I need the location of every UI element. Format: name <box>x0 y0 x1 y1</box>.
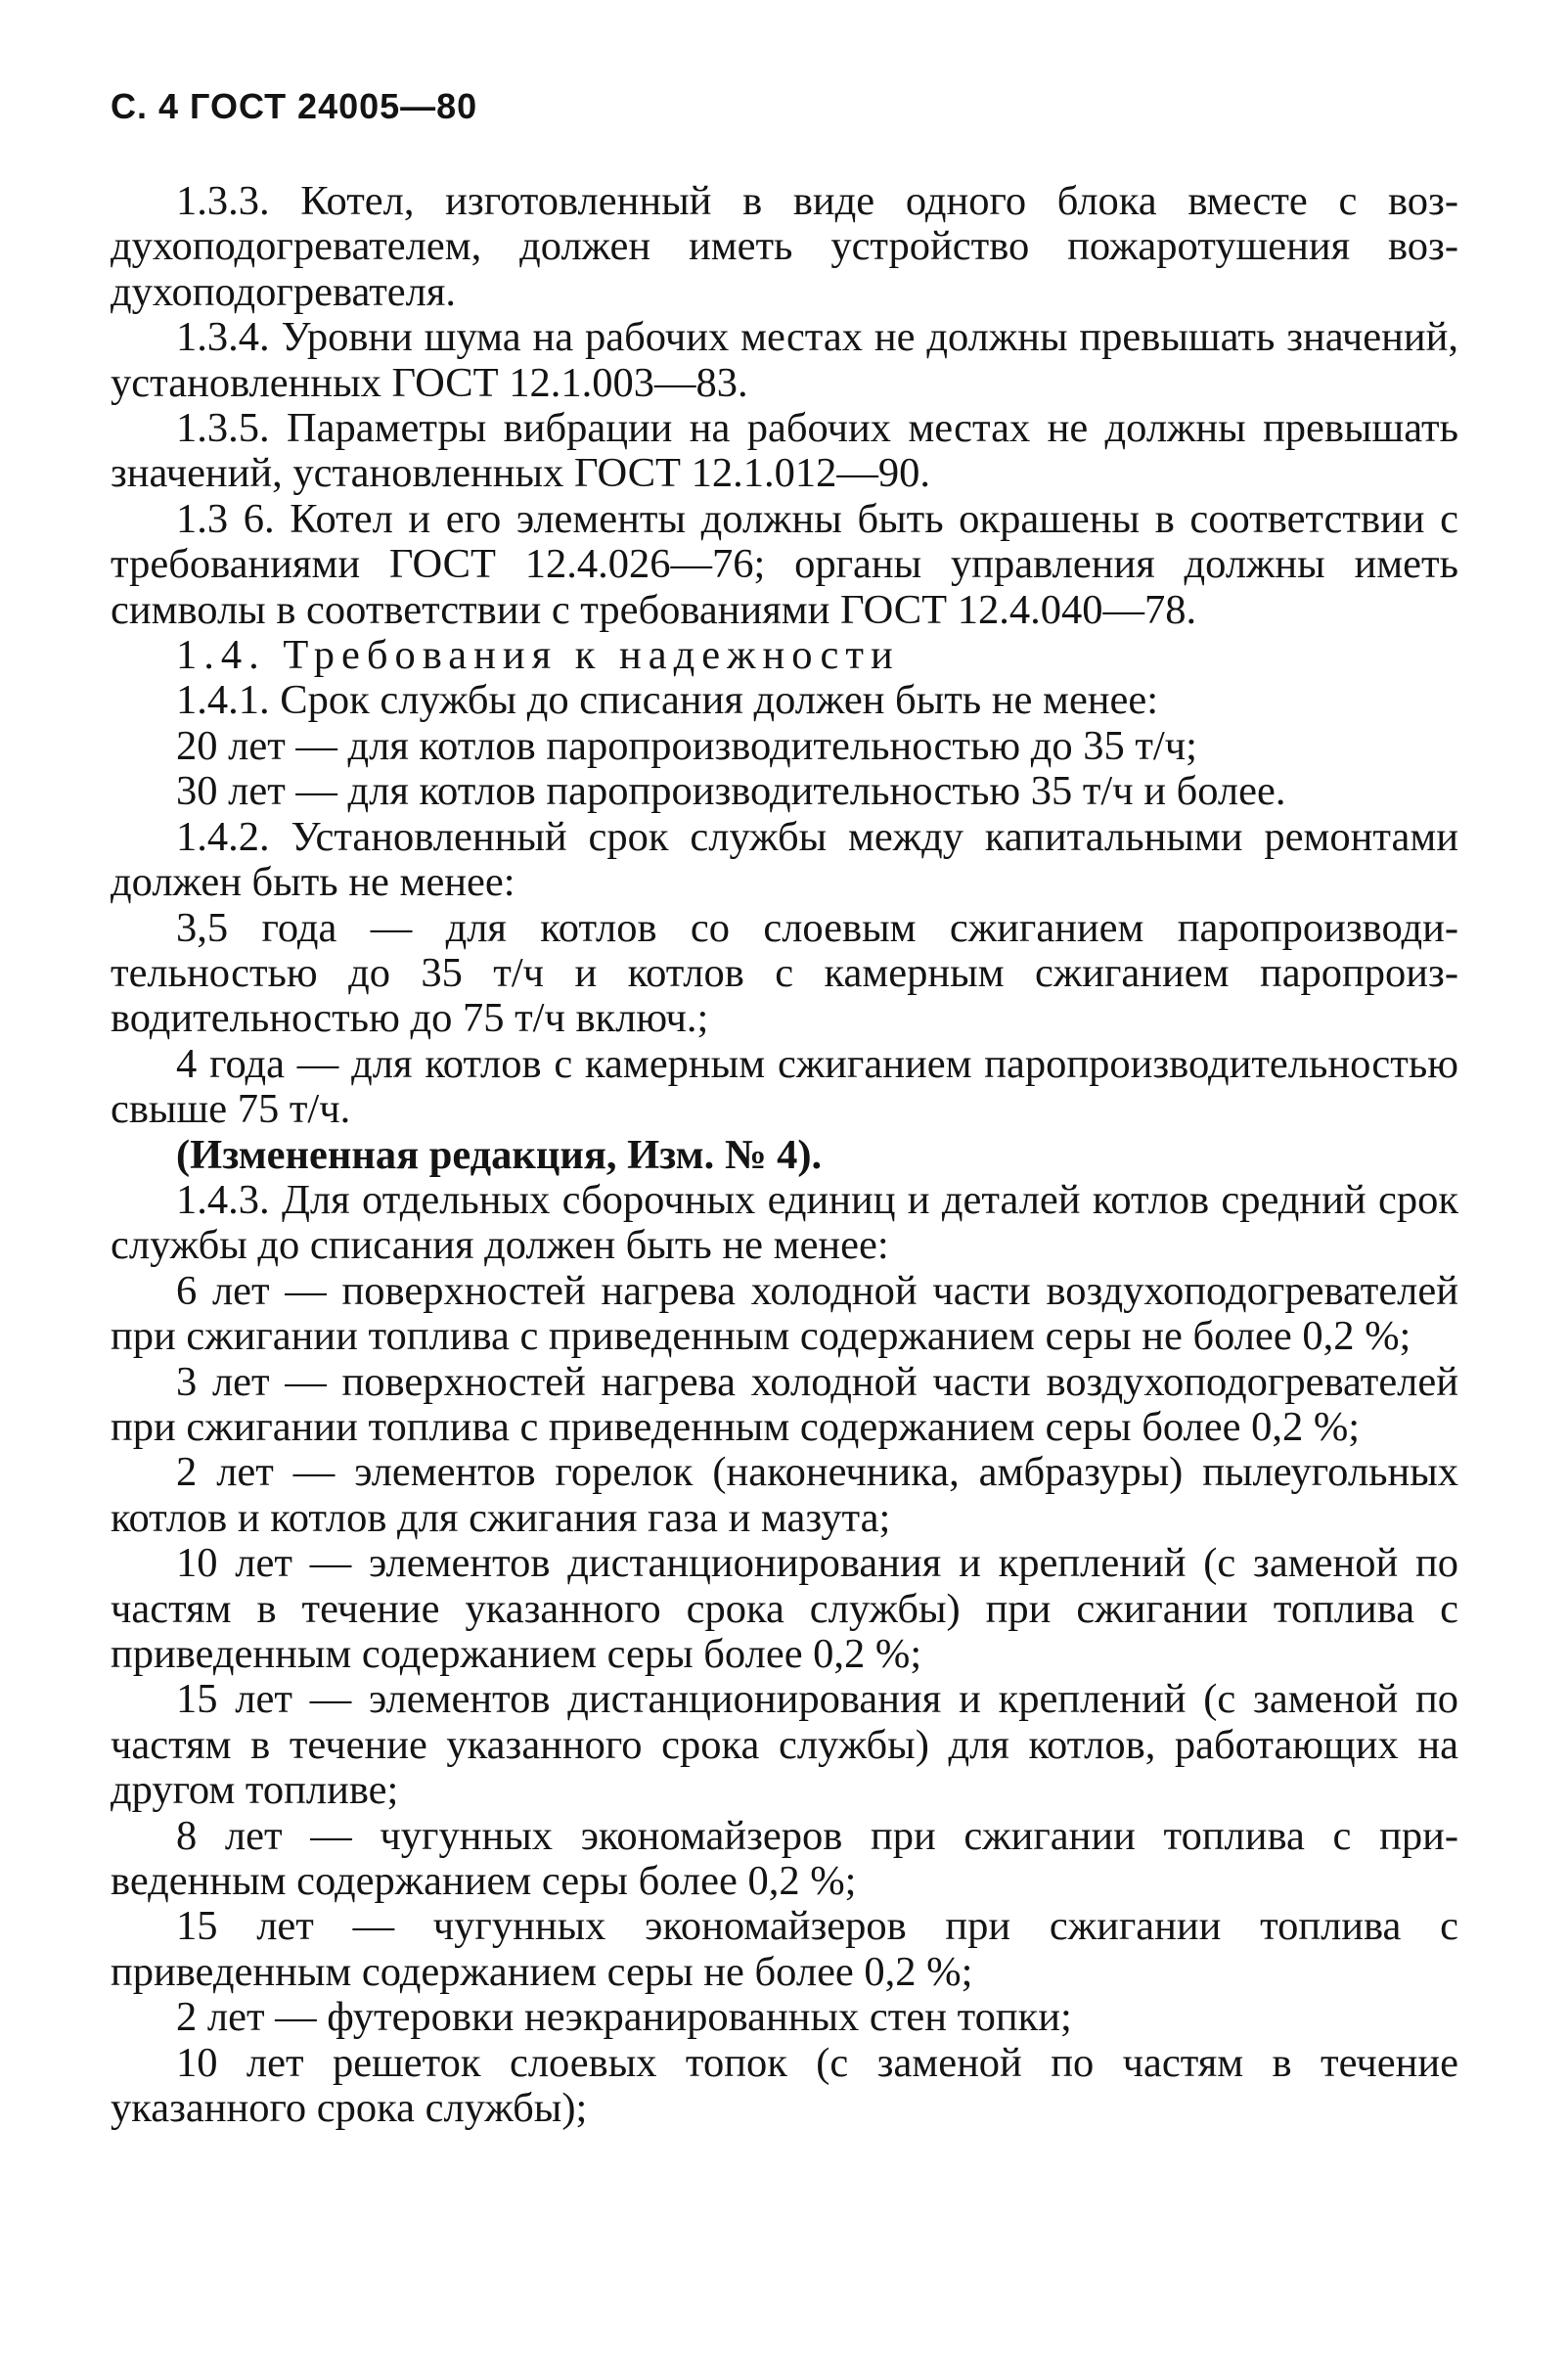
paragraph-1-4-3: 1.4.3. Для отдельных сборочных единиц и деталей котлов средний срок службы до списания должен быть не менее: <box>111 1176 1458 1269</box>
list-item-15-years-economizers: 15 лет — чугунных экономайзеров при сжигании топлива с приведенным содержанием серы не более 0,2 %; <box>111 1903 1458 1995</box>
paragraph-1-3-4: 1.3.4. Уровни шума на рабочих местах не должны превышать значений, установленных ГОСТ 12.1.003—83. <box>111 314 1458 406</box>
list-item-3-years-airheater: 3 лет — поверхностей нагрева холодной части воздухоподогревателей при сжигании топлива с приведенным содержанием серы более 0,2 %; <box>111 1358 1458 1450</box>
list-item-6-years-airheater: 6 лет — поверхностей нагрева холодной части воздухоподогревателей при сжигании топлива с приведенным содержанием серы не более 0,2 %; <box>111 1267 1458 1360</box>
paragraph-1-4-2: 1.4.2. Установленный срок службы между капитальными ремонтами должен быть не менее: <box>111 813 1458 906</box>
list-item-2-years-burners: 2 лет — элементов горелок (наконечника, амбразуры) пылеугольных котлов и котлов для сжигания газа и мазута; <box>111 1449 1458 1541</box>
paragraph-1-4-1: 1.4.1. Срок службы до списания должен быть не менее: <box>176 677 1159 724</box>
document-body <box>111 179 1458 2131</box>
list-item-2-years-lining: 2 лет — футеровки неэкранированных стен топки; <box>176 1994 1072 2041</box>
paragraph-1-3-6: 1.3 6. Котел и его элементы должны быть окрашены в соответствии с требованиями ГОСТ 12.4.026—76; органы управления должны иметь символы в соответствии с требованиями ГОСТ 12.4.040—78. <box>111 495 1458 633</box>
list-item-10-years-spacers: 10 лет — элементов дистанционирования и креплений (с заменой по частям в течение указанного срока службы) при сжигании топлива с приведенным содержанием серы более 0,2 %; <box>111 1540 1458 1677</box>
paragraph-1-3-3: 1.3.3. Котел, изготовленный в виде одного блока вместе с воздухоподогревателем, должен иметь устройство пожаротушения воздухоподогревателя. <box>111 178 1458 315</box>
list-item-15-years-spacers: 15 лет — элементов дистанционирования и креплений (с заменой по частям в течение указанного срока службы) для котлов, работающих на другом топливе; <box>111 1676 1458 1814</box>
list-item-10-years-grates: 10 лет решеток слоевых топок (с заменой по частям в течение указанного срока службы); <box>111 2039 1458 2132</box>
list-item-4-years: 4 года — для котлов с камерным сжиганием паропроизводительностью свыше 75 т/ч. <box>111 1040 1458 1133</box>
amendment-note: (Измененная редакция, Изм. № 4). <box>176 1131 823 1178</box>
page-header: С. 4 ГОСТ 24005—80 <box>111 86 478 126</box>
list-item-3-5-years: 3,5 года — для котлов со слоевым сжиганием паропроизводительностью до 35 т/ч и котлов с камерным сжиганием паропроизводительностью до 75 т/ч включ.; <box>111 904 1458 1042</box>
list-item-30-years: 30 лет — для котлов паропроизводительностью 35 т/ч и более. <box>176 768 1286 815</box>
section-heading-reliability: 1.4. Требования к надежности <box>176 632 900 679</box>
paragraph-1-3-5: 1.3.5. Параметры вибрации на рабочих местах не должны превышать значений, установленных ГОСТ 12.1.012—90. <box>111 405 1458 497</box>
list-item-8-years-economizers: 8 лет — чугунных экономайзеров при сжигании топлива с приведенным содержанием серы более 0,2 %; <box>111 1812 1458 1905</box>
list-item-20-years: 20 лет — для котлов паропроизводительностью до 35 т/ч; <box>176 722 1197 769</box>
